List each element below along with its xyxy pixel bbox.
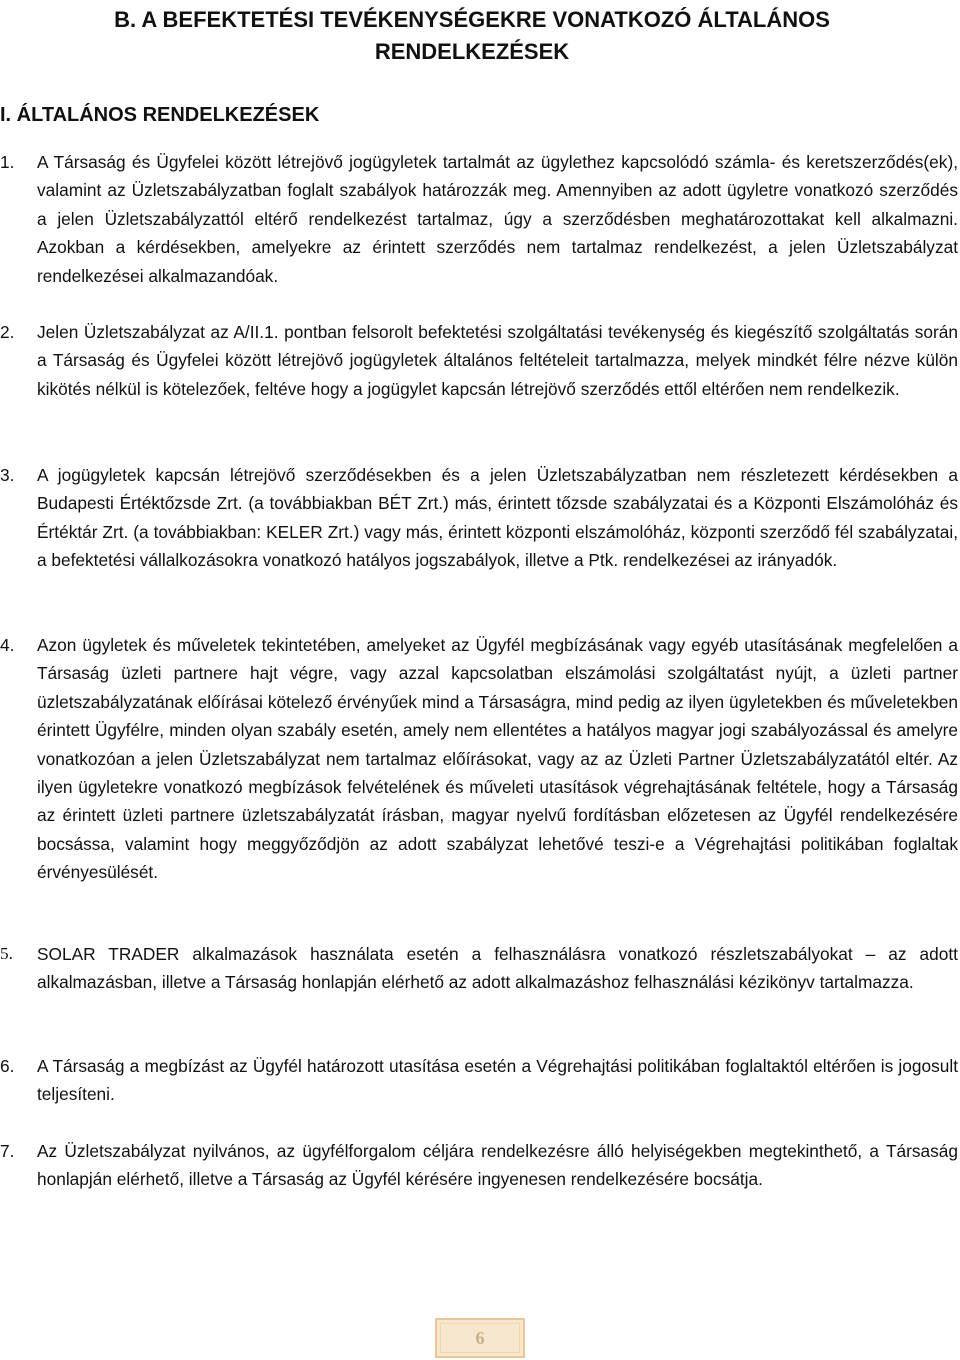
list-item-text: A Társaság a megbízást az Ügyfél határozott utasítása esetén a Végrehajtási politikában foglaltaktól eltérően is jogosult teljesíteni. [37,1056,958,1105]
list-item [0,1052,958,1109]
list-item-text: A Társaság és Ügyfelei között létrejövő jogügyletek tartalmát az ügylethez kapcsolódó számla- és keretszerződés(ek), valamint az Üzletszabályzatban foglalt szabályok határozzák meg. Amennyiben az adott ügyletre vonatkozó szerződés a jelen Üzletszabályzattól eltérő rendelkezést tartalmaz, úgy a szerződésben meghatározottakat kell alkalmazni. Azokban a kérdésekben, amelyekre az érintett szerződés nem tartalmaz rendelkezést, a jelen Üzletszabályzat rendelkezései alkalmazandóak. [37,152,958,286]
list-item-number: 6. [0,1056,15,1076]
page-number: 6 [440,1323,520,1353]
list-item-text: Azon ügyletek és műveletek tekintetében, amelyeket az Ügyfél megbízásának vagy egyéb utasításának megfelelően a Társaság üzleti partnere hajt végre, vagy azzal kapcsolatban elszámolási szolgáltatást nyújt, a üzleti partner üzletszabályzatának előírásai kötelező érvényűek mind a Társaságra, mind pedig az ilyen ügyletekben és műveletekben érintett Ügyfélre, minden olyan szabály esetén, amely nem ellentétes a hatályos magyar jogi szabályozással és amelyre vonatkozóan a jelen Üzletszabályzat nem tartalmaz előírásokat, vagy az az Üzleti Partner Üzletszabályzatától eltér. Az ilyen ügyletekre vonatkozó megbízások felvételének és műveleti utasítások végrehajtásának feltétele, hogy a Társaság az érintett üzleti partnere üzletszabályzatát írásban, magyar nyelvű fordításban előzetesen az Ügyfél rendelkezésére bocsássa, valamint hogy meggyőződjön az adott szabályzat lehetővé teszi-e a Végrehajtási politikában foglaltak érvényesülését. [37,635,958,883]
document-title-line-2: RENDELKEZÉSEK [374,39,570,64]
list-item [0,631,958,887]
page-number-box [435,1318,525,1358]
list-item-number: 1. [0,152,15,172]
document-title [0,4,944,68]
list-item-text: SOLAR TRADER alkalmazások használata esetén a felhasználásra vonatkozó részletszabályokat – az adott alkalmazásban, illetve a Társaság honlapján elérhető az adott alkalmazáshoz felhasználási kézikönyv tartalmazza. [37,944,958,993]
document-title-line-1: B. A BEFEKTETÉSI TEVÉKENYSÉGEKRE VONATKOZÓ ÁLTALÁNOS [114,7,830,32]
list-item-text: Jelen Üzletszabályzat az A/II.1. pontban felsorolt befektetési szolgáltatási tevékenység és kiegészítő szolgáltatás során a Társaság és Ügyfelei között létrejövő jogügyletek általános feltételeit tartalmazza, melyek mindkét félre nézve külön kikötés nélkül is kötelezőek, feltéve hogy a jogügylet kapcsán létrejövő szerződés ettől eltérően nem rendelkezik. [37,322,958,399]
list-item [0,1137,958,1194]
list-item-number: 2. [0,322,15,342]
list-item [0,148,958,290]
list-item-number: 7. [0,1141,15,1161]
list-item [0,318,958,403]
list-item-number: 3. [0,465,15,485]
list-item-number: 4. [0,635,15,655]
section-heading: I. ÁLTALÁNOS RENDELKEZÉSEK [0,104,320,126]
list-item-number: 5. [0,944,13,963]
list-item [0,940,958,997]
list-item-text: A jogügyletek kapcsán létrejövő szerződésekben és a jelen Üzletszabályzatban nem részletezett kérdésekben a Budapesti Értéktőzsde Zrt. (a továbbiakban BÉT Zrt.) más, érintett tőzsde szabályzatai és a Központi Elszámolóház és Értéktár Zrt. (a továbbiakban: KELER Zrt.) vagy más, érintett központi elszámolóház, központi szerződő fél szabályzatai, a befektetési vállalkozásokra vonatkozó hatályos jogszabályok, illetve a Ptk. rendelkezései az irányadók. [37,465,958,571]
list-item-text: Az Üzletszabályzat nyilvános, az ügyfélforgalom céljára rendelkezésre álló helyiségekben megtekinthető, a Társaság honlapján elérhető, illetve a Társaság az Ügyfél kérésére ingyenesen rendelkezésére bocsátja. [37,1141,958,1190]
list-item [0,461,958,575]
